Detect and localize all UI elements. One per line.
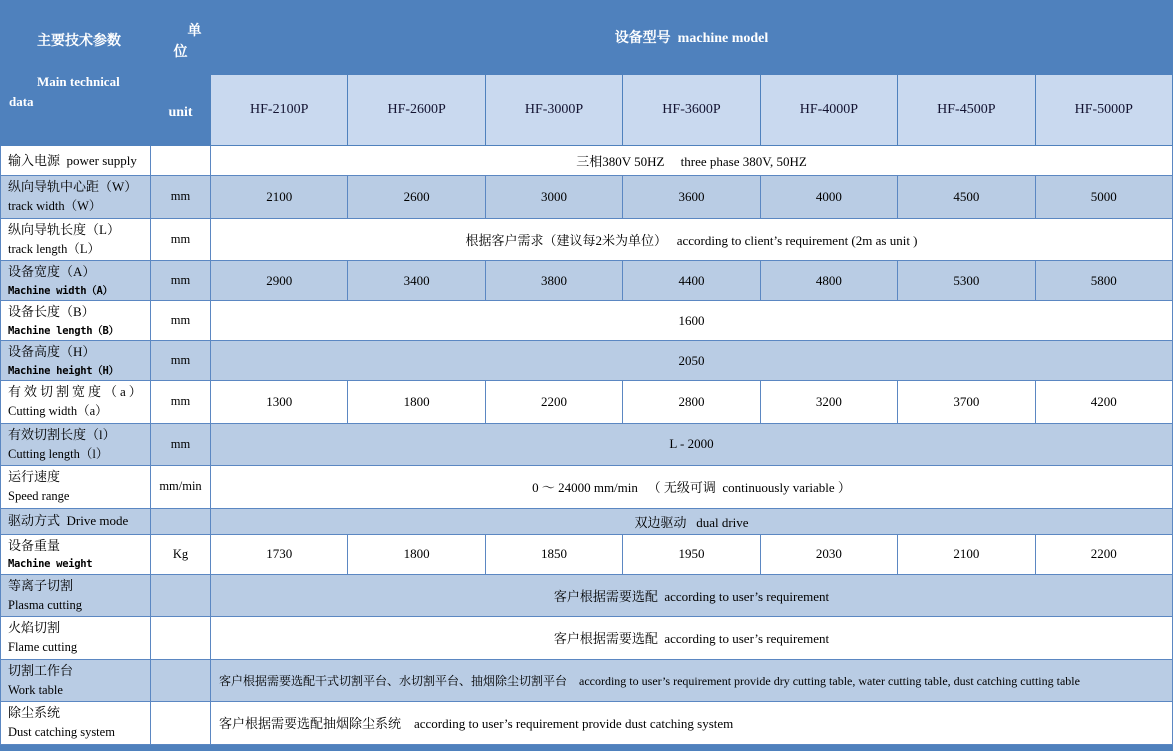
unit-cell: mm (151, 423, 211, 466)
row-label: 等离子切割 Plasma cutting (1, 574, 151, 617)
row-label: 设备重量 Machine weight (1, 534, 151, 574)
merged-value-cell: 客户根据需要选配抽烟除尘系统 according to user’s requirement provide dust catching system (211, 702, 1173, 745)
value-cell: 2100 (898, 534, 1035, 574)
value-cell: 2900 (211, 261, 348, 301)
value-cell: 1800 (348, 381, 485, 424)
value-cell: 1950 (623, 534, 760, 574)
row-label: 设备高度（H） Machine height（H） (1, 341, 151, 381)
unit-cell: mm (151, 381, 211, 424)
unit-cell: mm (151, 261, 211, 301)
unit-cell: mm (151, 301, 211, 341)
param-header-zh: 主要技术参数 (37, 34, 121, 50)
value-cell: 5000 (1035, 176, 1172, 219)
value-cell: 5300 (898, 261, 1035, 301)
spec-row-machine-height (1, 341, 1173, 381)
bottom-border-band (0, 745, 1173, 751)
row-label: 有效切割长度（l） Cutting length（l） (1, 423, 151, 466)
model-col-header: HF-3600P (623, 74, 760, 145)
value-cell: 1800 (348, 534, 485, 574)
row-label: 有效切割宽度（a） Cutting width（a） (1, 381, 151, 424)
row-label: 切割工作台 Work table (1, 659, 151, 702)
spec-row-speed-range (1, 466, 1173, 509)
merged-value-cell: 根据客户需求（建议每2米为单位） according to client’s requirement (2m as unit ) (211, 218, 1173, 261)
spec-row-track-length (1, 218, 1173, 261)
unit-header-en: unit (168, 105, 193, 121)
row-label: 设备长度（B） Machine length（B） (1, 301, 151, 341)
value-cell: 4400 (623, 261, 760, 301)
spec-row-cutting-width (1, 381, 1173, 424)
value-cell: 1300 (211, 381, 348, 424)
unit-cell: mm (151, 176, 211, 219)
value-cell: 4000 (760, 176, 897, 219)
spec-row-dust-catching (1, 702, 1173, 745)
unit-cell (151, 146, 211, 176)
value-cell: 2600 (348, 176, 485, 219)
spec-row-machine-width (1, 261, 1173, 301)
unit-cell (151, 574, 211, 617)
model-col-header: HF-3000P (485, 74, 622, 145)
param-header (1, 1, 151, 146)
merged-value-cell: 双边驱动 dual drive (211, 508, 1173, 534)
value-cell: 2100 (211, 176, 348, 219)
merged-value-cell: 客户根据需要选配干式切割平台、水切割平台、抽烟除尘切割平台 according to user’s requirement provide dry cutting table, water cutting table, dust catching cutting table (211, 659, 1173, 702)
value-cell: 1850 (485, 534, 622, 574)
merged-value-cell: 1600 (211, 301, 1173, 341)
model-col-header: HF-2100P (211, 74, 348, 145)
value-cell: 2800 (623, 381, 760, 424)
unit-cell: Kg (151, 534, 211, 574)
row-label: 输入电源 power supply (1, 146, 151, 176)
model-group-header: 设备型号 machine model (211, 1, 1173, 75)
merged-value-cell: 2050 (211, 341, 1173, 381)
spec-row-flame-cutting (1, 617, 1173, 660)
value-cell: 3200 (760, 381, 897, 424)
value-cell: 4800 (760, 261, 897, 301)
value-cell: 2030 (760, 534, 897, 574)
unit-header (151, 1, 211, 146)
value-cell: 5800 (1035, 261, 1172, 301)
merged-value-cell: 三相380V 50HZ three phase 380V, 50HZ (211, 146, 1173, 176)
spec-row-drive-mode (1, 508, 1173, 534)
unit-cell: mm (151, 218, 211, 261)
merged-value-cell: 0 ～ 24000 mm/min （ 无级可调 continuously variable ） (211, 466, 1173, 509)
row-label: 纵向导轨长度（L） track length（L） (1, 218, 151, 261)
unit-cell (151, 659, 211, 702)
header-row-top (1, 1, 1173, 75)
spec-row-machine-length (1, 301, 1173, 341)
row-label: 除尘系统 Dust catching system (1, 702, 151, 745)
unit-cell (151, 508, 211, 534)
value-cell: 2200 (485, 381, 622, 424)
value-cell: 3600 (623, 176, 760, 219)
spec-row-power-supply (1, 146, 1173, 176)
row-label: 火焰切割 Flame cutting (1, 617, 151, 660)
unit-cell: mm (151, 341, 211, 381)
spec-row-work-table (1, 659, 1173, 702)
value-cell: 3400 (348, 261, 485, 301)
merged-value-cell: 客户根据需要选配 according to user’s requirement (211, 574, 1173, 617)
row-label: 驱动方式 Drive mode (1, 508, 151, 534)
row-label: 运行速度 Speed range (1, 466, 151, 509)
merged-value-cell: L - 2000 (211, 423, 1173, 466)
value-cell: 3000 (485, 176, 622, 219)
value-cell: 3800 (485, 261, 622, 301)
model-col-header: HF-5000P (1035, 74, 1172, 145)
value-cell: 4500 (898, 176, 1035, 219)
unit-header-zh: 单位 (173, 24, 202, 60)
spec-row-machine-weight (1, 534, 1173, 574)
unit-cell: mm/min (151, 466, 211, 509)
spec-row-track-width (1, 176, 1173, 219)
unit-cell (151, 702, 211, 745)
model-col-header: HF-4500P (898, 74, 1035, 145)
value-cell: 3700 (898, 381, 1035, 424)
row-label: 纵向导轨中心距（W） track width（W） (1, 176, 151, 219)
value-cell: 1730 (211, 534, 348, 574)
spec-row-cutting-length (1, 423, 1173, 466)
row-label: 设备宽度（A） Machine width（A） (1, 261, 151, 301)
value-cell: 2200 (1035, 534, 1172, 574)
model-col-header: HF-4000P (760, 74, 897, 145)
model-col-header: HF-2600P (348, 74, 485, 145)
spec-row-plasma-cutting (1, 574, 1173, 617)
unit-cell (151, 617, 211, 660)
merged-value-cell: 客户根据需要选配 according to user’s requirement (211, 617, 1173, 660)
value-cell: 4200 (1035, 381, 1172, 424)
param-header-en: Main technical data (9, 74, 123, 110)
